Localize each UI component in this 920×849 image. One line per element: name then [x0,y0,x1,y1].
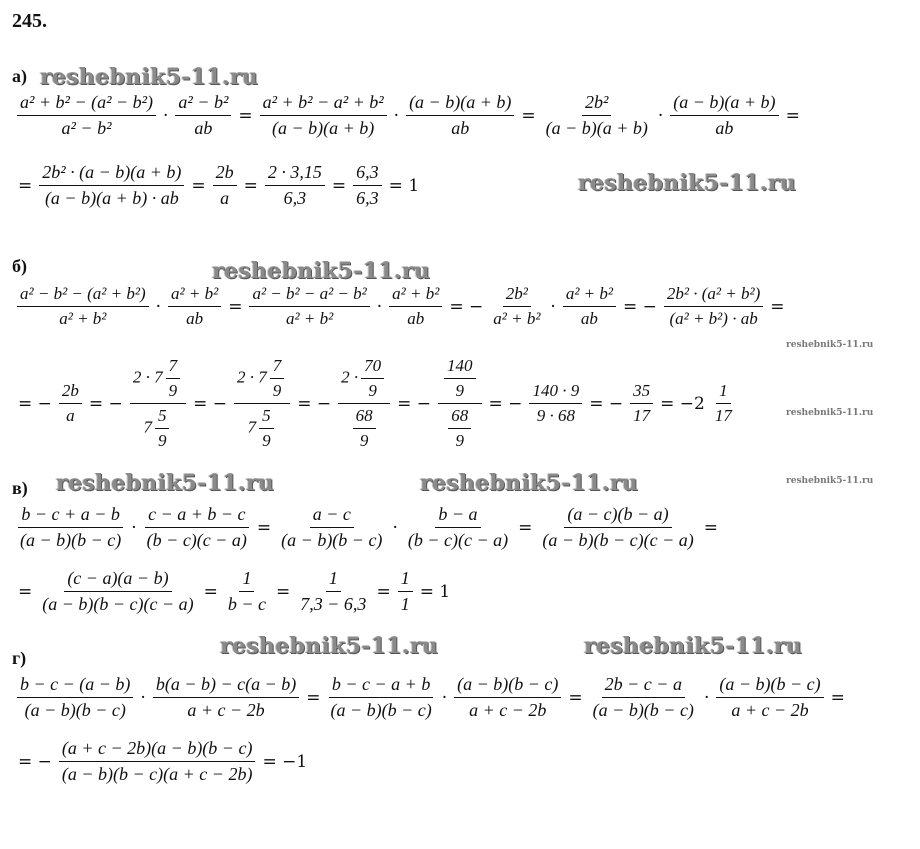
fraction [490,284,543,329]
numerator: a² + b² − (a² − b²) [17,92,156,116]
numerator: (a − c)(b − a) [564,504,671,528]
operator: = −2 [660,393,705,414]
denominator: a + c − 2b [731,700,809,720]
denominator: b − c [227,594,267,614]
fraction [389,284,442,329]
fraction [297,568,369,615]
numerator: (a − b)(b − c) [454,674,561,698]
numerator: a² − b² − (a² + b²) [17,284,149,307]
num-part: 7 [247,417,257,437]
denominator: (b − c)(c − a) [146,530,247,550]
numerator: b − c + a − b [18,504,122,528]
denominator: 17 [714,406,732,425]
numerator: 7 [166,356,181,379]
denominator: (a − b)(b − c) [592,700,694,720]
numerator: 1 [326,568,341,592]
denominator: 9 [168,381,178,400]
watermark: reshebnik5-11.ru [56,470,275,496]
fraction [17,504,124,551]
operator: · [441,687,448,708]
fraction [670,92,778,139]
operator: · [140,687,146,708]
inner-fraction [444,356,476,401]
operator: · [163,105,169,126]
denominator: a² + b² [493,309,541,328]
denominator: 6,3 [356,188,379,208]
part-label-g: г) [12,648,27,668]
result: = −1 [262,751,308,772]
denominator: (a − b)(b − c)(c − a) [42,594,194,614]
fraction [234,356,290,451]
num-part: 2 · 7 [236,367,267,387]
denominator [245,404,280,451]
operator: = [703,517,718,538]
numerator: b − c − a + b [329,674,433,698]
denominator: (a − b)(b − c)(a + c − 2b) [61,764,253,784]
operator: = [306,687,321,708]
fraction [175,92,231,139]
operator: · [657,105,664,126]
fraction [144,504,250,551]
numerator: 2b [213,162,237,186]
numerator: 5 [155,406,170,429]
fraction [398,568,413,615]
fraction [406,92,514,139]
equation-line [14,162,423,209]
numerator: 70 [361,356,384,379]
watermark: reshebnik5-11.ru [420,470,639,496]
inner-fraction [353,406,376,451]
numerator: 2b² · (a − b)(a + b) [39,162,184,186]
denominator: (a − b)(a + b) [272,118,375,138]
operator: = [203,581,218,602]
equation-line [14,504,722,551]
denominator: a + c − 2b [469,700,547,720]
numerator: 2b² · (a² + b²) [664,284,763,307]
fraction [327,674,434,721]
fraction [539,504,696,551]
watermark: reshebnik5-11.ru [40,64,259,90]
operator: = [785,105,800,126]
mixed-fraction [270,356,285,401]
numerator: 1 [239,568,254,592]
operator: = [256,517,272,538]
mixed-fraction [166,356,181,401]
denominator: ab [407,309,425,328]
fraction [338,356,390,451]
operator: = − [18,751,52,772]
denominator: (a − b)(b − c) [281,530,383,550]
numerator [130,356,186,404]
numerator [234,356,290,404]
fraction [664,284,763,329]
fraction [630,381,653,426]
fraction [130,356,186,451]
denominator: 9 [455,381,465,400]
operator: = − [18,393,52,414]
denominator: 9 · 68 [536,406,575,425]
fraction [39,568,196,615]
numerator: 68 [448,406,471,429]
denominator: (a − b)(b − c)(c − a) [542,530,694,550]
numerator: 2 · 3,15 [265,162,325,186]
denominator: (a − b)(a + b) [545,118,648,138]
fraction [17,284,149,329]
watermark: reshebnik5-11.ru [786,340,874,350]
numerator: 140 [444,356,476,379]
part-label-b: б) [12,256,27,276]
operator: = [830,687,845,708]
operator: = − [297,393,332,414]
watermark: reshebnik5-11.ru [578,170,797,196]
numerator: 35 [630,381,653,404]
numerator: 2b² [582,92,611,116]
fraction [59,738,256,785]
denominator: (a − b)(a + b) · ab [44,188,179,208]
watermark: reshebnik5-11.ru [220,633,439,659]
operator: = [243,175,258,196]
operator: = − [488,393,523,414]
denominator: a [220,188,230,208]
operator: = − [589,393,624,414]
equation-line [14,568,454,615]
watermark: reshebnik5-11.ru [786,408,874,418]
denominator: ab [451,118,470,138]
operator: = [18,175,33,196]
numerator: 68 [353,406,376,429]
numerator [338,356,390,404]
operator: · [131,517,137,538]
operator: · [393,105,400,126]
num-part: 2 · 7 [132,367,163,387]
watermark: reshebnik5-11.ru [212,258,431,284]
result: = 1 [419,581,451,602]
operator: = [770,296,785,317]
numerator: 1 [398,568,413,592]
fraction [17,92,156,139]
denominator [442,404,477,451]
inner-fraction [448,406,471,451]
fraction [153,674,299,721]
problem-number: 245. [12,10,47,32]
fraction [543,92,651,139]
fraction [529,381,582,426]
mixed-fraction [259,406,274,451]
numerator: (c − a)(a − b) [64,568,171,592]
watermark: reshebnik5-11.ru [584,633,803,659]
operator: · [550,296,556,317]
numerator: a² + b² [168,284,221,307]
fraction [454,674,561,721]
denominator: a + c − 2b [187,700,265,720]
operator: · [376,296,383,317]
fraction [260,92,387,139]
inner-fraction [361,356,384,401]
denominator: 9 [455,431,465,450]
numerator: 7 [270,356,285,379]
part-label-a: а) [12,66,27,86]
fraction [438,356,482,451]
numerator: (a + c − 2b)(a − b)(b − c) [59,738,256,762]
operator: = [276,581,291,602]
numerator: (a − b)(b − c) [716,674,823,698]
operator: = [376,581,391,602]
operator: = [191,175,206,196]
denominator: (a − b)(b − c) [20,530,122,550]
operator: = − [397,393,432,414]
numerator: a − c [310,504,354,528]
fraction [353,162,382,209]
fraction [278,504,385,551]
denominator: (a − b)(b − c) [330,700,432,720]
part-label-v: в) [12,478,28,498]
numerator: 140 · 9 [529,381,582,404]
denominator: 9 [272,381,282,400]
operator: = [238,105,253,126]
numerator: b − c − (a − b) [17,674,133,698]
operator: = [568,687,583,708]
numerator: a² − b² [175,92,231,116]
numerator: a² + b² − a² + b² [260,92,387,116]
equation-line [14,738,311,785]
operator: = − [623,296,657,317]
operator: · [392,517,398,538]
operator: = [521,105,536,126]
numerator: (a − b)(a + b) [670,92,778,116]
numerator: (a − b)(a + b) [406,92,514,116]
fraction [265,162,325,209]
operator: = [331,175,347,196]
fraction [590,674,697,721]
numerator: b(a − b) − c(a − b) [153,674,299,698]
operator: = [518,517,533,538]
equation-line [14,92,804,139]
fraction [17,674,133,721]
denominator: 1 [400,594,410,614]
fraction [405,504,511,551]
denominator [347,404,382,451]
operator: = − [193,393,227,414]
numerator: 6,3 [353,162,382,186]
denominator: 17 [633,406,651,425]
denominator: 6,3 [283,188,307,208]
numerator: 2b² [503,284,531,307]
fraction [39,162,184,209]
fraction [225,568,269,615]
denominator: 9 [368,381,377,400]
fraction [249,284,369,329]
watermark: reshebnik5-11.ru [786,476,874,486]
equation-line [14,356,738,451]
fraction [716,674,823,721]
operator: = [228,296,243,317]
mixed-fraction [155,406,170,451]
fraction [563,284,616,329]
denominator: 9 [359,431,369,450]
denominator: (b − c)(c − a) [407,530,509,550]
fraction [168,284,221,329]
fraction [59,381,82,426]
denominator: ab [194,118,213,138]
equation-line [14,674,849,721]
fraction [213,162,237,209]
numerator: a² − b² − a² − b² [249,284,369,307]
denominator [140,404,175,451]
numerator: 2b − c − a [602,674,685,698]
numerator: a² + b² [389,284,442,307]
fraction [712,381,735,426]
numerator: 2b [59,381,82,404]
denominator: 9 [157,431,167,450]
denominator: a² − b² [61,118,112,138]
num-part: 2 · [341,367,359,387]
numerator: 5 [259,406,274,429]
denominator: ab [715,118,734,138]
denominator: (a² + b²) · ab [669,309,758,328]
num-part: 7 [143,417,152,437]
denominator: 7,3 − 6,3 [300,594,367,614]
denominator: a² + b² [59,309,107,328]
denominator: 9 [262,431,271,450]
operator: · [703,687,710,708]
operator: = − [449,296,484,317]
denominator: ab [580,309,598,328]
numerator [438,356,482,404]
operator: = − [88,393,123,414]
numerator: 1 [716,381,731,404]
denominator: a [66,406,75,425]
denominator: ab [186,309,204,328]
numerator: c − a + b − c [145,504,248,528]
numerator: b − a [435,504,480,528]
operator: = [18,581,33,602]
denominator: (a − b)(b − c) [24,700,126,720]
operator: · [155,296,162,317]
equation-line [14,284,789,329]
numerator: a² + b² [563,284,616,307]
result: = 1 [388,175,420,196]
denominator: a² + b² [286,309,334,328]
